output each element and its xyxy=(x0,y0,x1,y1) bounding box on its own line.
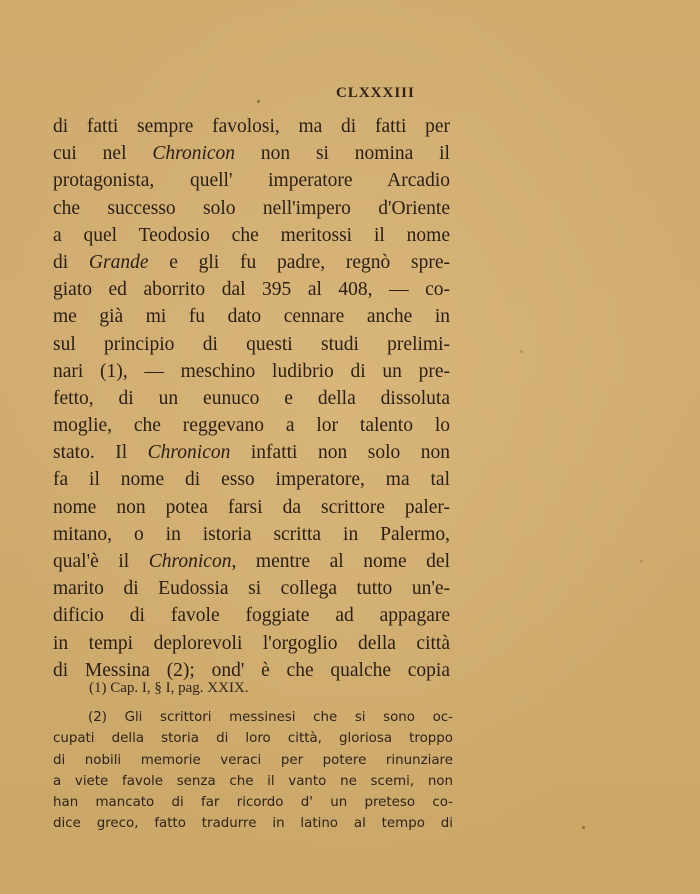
page-number: CLXXXIII xyxy=(336,85,415,101)
footnote-2-line: dice greco, fatto tradurre in latino al tempo di xyxy=(53,816,453,832)
text-line: fetto, di un eunuco e della dissoluta xyxy=(53,387,450,409)
text-line: che successo solo nell'impero d'Oriente xyxy=(53,197,450,219)
text-line: me già mi fu dato cennare anche in xyxy=(53,306,450,328)
footnote-gap xyxy=(53,699,453,707)
text-line: di Grande e gli fu padre, regnò spre- xyxy=(53,251,451,273)
text-line: di Messina (2); ond' è che qualche copia xyxy=(53,659,450,681)
text-line: stato. Il Chronicon infatti non solo non xyxy=(53,442,450,464)
text-line: sul principio di questi studi prelimi- xyxy=(53,333,450,355)
text-line: qual'è il Chronicon, mentre al nome del xyxy=(53,551,451,572)
paper-speck xyxy=(582,826,585,829)
text-line: cui nel Chronicon non si nomina il xyxy=(53,143,450,165)
text-line: giato ed aborrito dal 395 al 408, — co- xyxy=(53,279,450,301)
text-line: nome non potea farsi da scrittore paler- xyxy=(53,496,450,518)
text-line: mitano, o in istoria scritta in Palermo, xyxy=(53,523,450,545)
text-line: fa il nome di esso imperatore, ma tal xyxy=(53,469,450,491)
footnote-2-line: cupati della storia di loro città, gloriosa troppo xyxy=(53,731,453,747)
footnote-2-line: di nobili memorie veraci per potere rinunziare xyxy=(53,752,453,768)
text-line: di fatti sempre favolosi, ma di fatti per xyxy=(53,116,450,137)
footnote-2-line: han mancato di far ricordo d' un preteso co- xyxy=(53,794,453,810)
text-line: marito di Eudossia si collega tutto un'e- xyxy=(53,578,450,600)
text-line: in tempi deplorevoli l'orgoglio della città xyxy=(53,632,450,654)
main-text xyxy=(53,113,450,684)
paper-speck xyxy=(640,560,643,563)
footnote-2-line: (2) Gli scrittori messinesi che si sono oc- xyxy=(88,710,453,726)
text-line: nari (1), — meschino ludibrio di un pre- xyxy=(53,360,450,382)
paper-speck xyxy=(520,350,523,353)
footnote-2-line: a viete favole senza che il vanto ne scemi, non xyxy=(53,773,453,789)
text-line: a quel Teodosio che meritossi il nome xyxy=(53,224,450,246)
footnote-1: (1) Cap. I, § I, pag. XXIX. xyxy=(89,680,249,696)
footnotes xyxy=(53,678,453,834)
text-line: protagonista, quell' imperatore Arcadio xyxy=(53,170,450,192)
paper-speck xyxy=(257,100,260,103)
text-line: dificio di favole foggiate ad appagare xyxy=(53,605,450,627)
text-line: moglie, che reggevano a lor talento lo xyxy=(53,415,450,437)
